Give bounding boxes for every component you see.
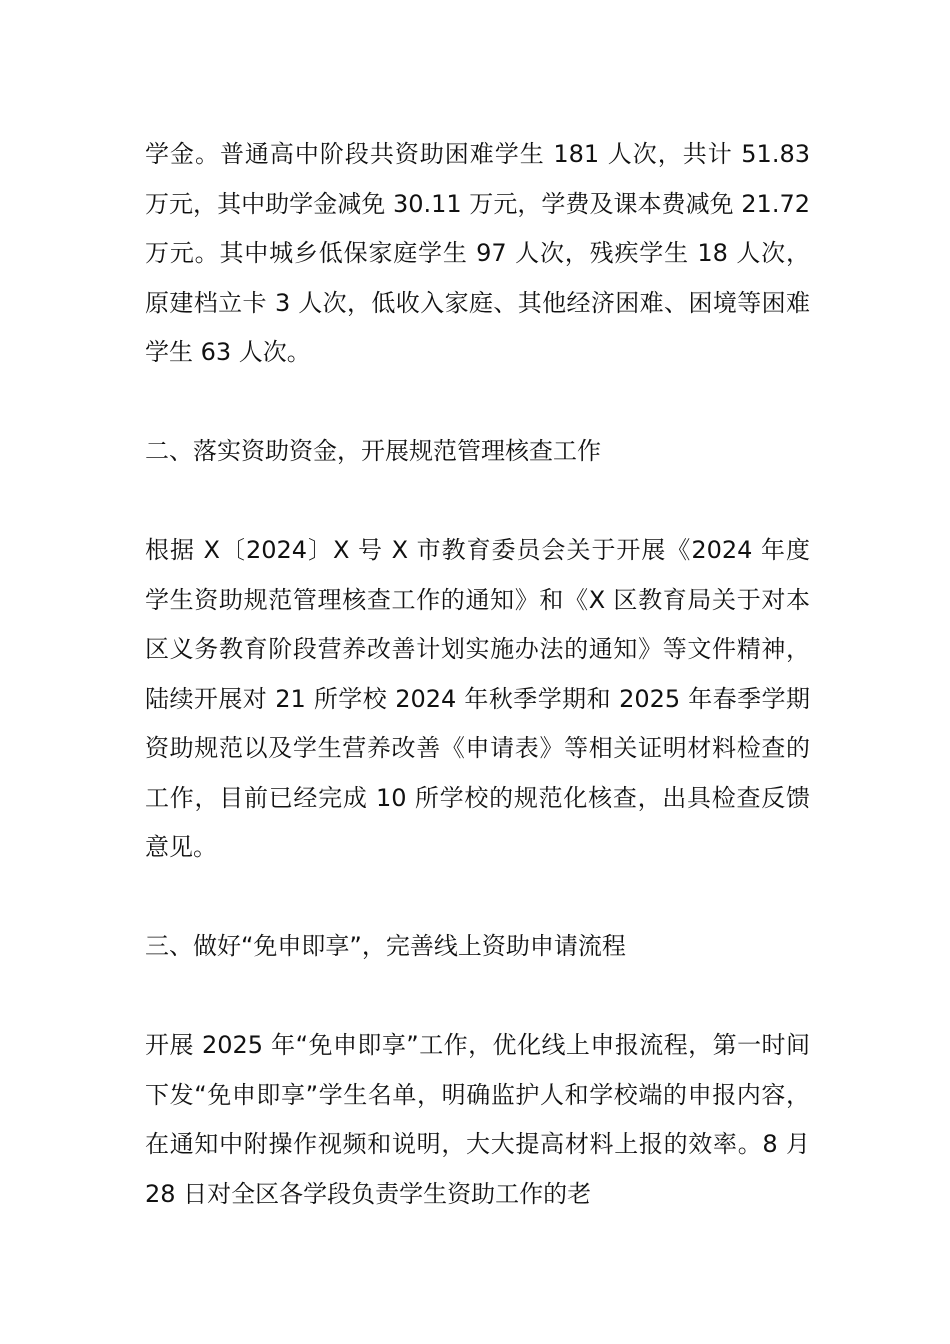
paragraph-management-check: 根据 X〔2024〕X 号 X 市教育委员会关于开展《2024 年度学生资助规范管理核查工作的通知》和《X 区教育局关于对本区义务教育阶段营养改善计划实施办法的通知》等文件精神，陆续开展对 21 所学校 2024 年秋季学期和 2025 年春季学期资助规范以及学生营养改善《申请表》等相关证明材料检查的工作，目前已经完成 10 所学校的规范化核查，出具检查反馈意见。 bbox=[145, 536, 810, 861]
document-body bbox=[145, 130, 810, 1219]
paragraph-online-application: 开展 2025 年“免申即享”工作，优化线上申报流程，第一时间下发“免申即享”学生名单，明确监护人和学校端的申报内容，在通知中附操作视频和说明，大大提高材料上报的效率。8 月 28 日对全区各学段负责学生资助工作的老 bbox=[145, 1031, 810, 1208]
section-heading-2: 二、落实资助资金，开展规范管理核查工作 bbox=[145, 437, 601, 465]
section-heading-3: 三、做好“免申即享”，完善线上资助申请流程 bbox=[145, 932, 626, 960]
paragraph-funding-summary: 学金。普通高中阶段共资助困难学生 181 人次，共计 51.83 万元，其中助学金减免 30.11 万元，学费及课本费减免 21.72 万元。其中城乡低保家庭学生 97 人次，残疾学生 18 人次，原建档立卡 3 人次，低收入家庭、其他经济困难、困境等困难学生 63 人次。 bbox=[145, 140, 810, 366]
